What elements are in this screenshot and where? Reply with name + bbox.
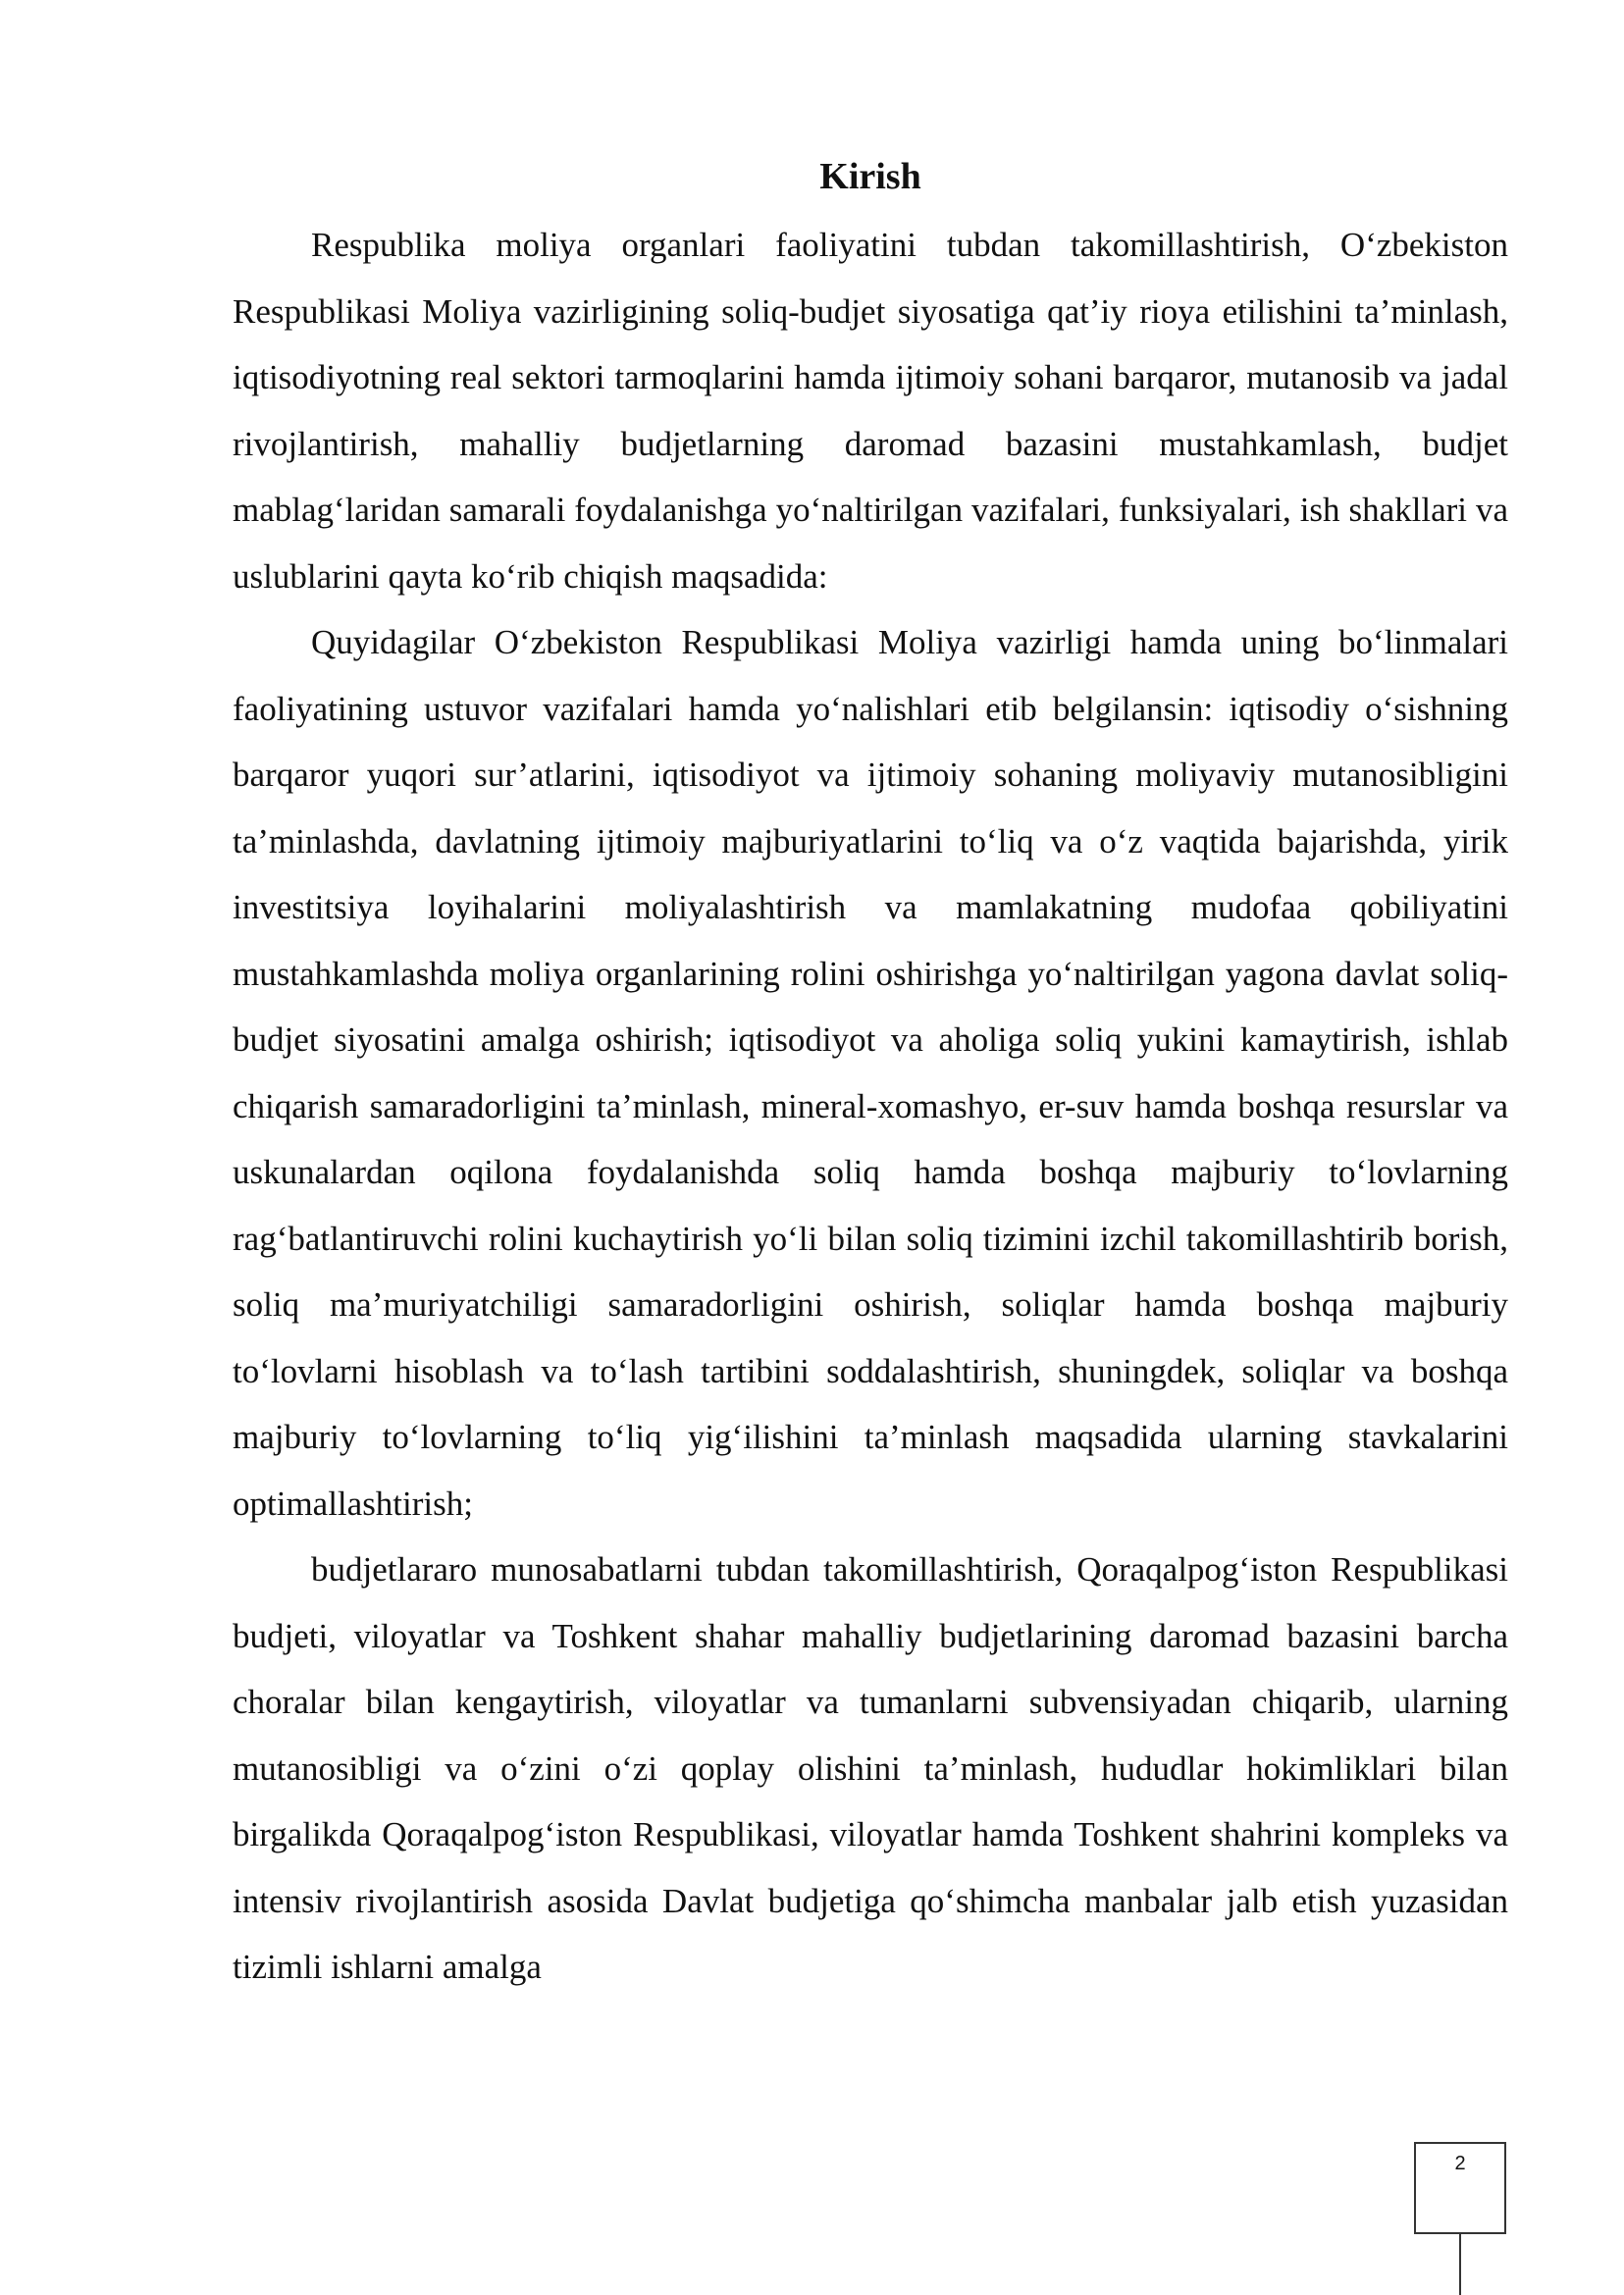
document-body: [233, 212, 1508, 2001]
page-number: 2: [1454, 2153, 1466, 2174]
page-number-divider: [1459, 2234, 1461, 2295]
page-number-box: [1414, 2142, 1506, 2234]
paragraph-intro: Respublika moliya organlari faoliyatini tubdan takomillashtirish, O‘zbekiston Respublikasi Moliya vazirligining soliq-budjet siyosatiga qat’iy rioya etilishini ta’minlash, iqtisodiyotning real sektori tarmoqlarini hamda ijtimoiy sohani barqaror, mutanosib va jadal rivojlantirish, mahalliy budjetlarning daromad bazasini mustahkamlash, budjet mablag‘laridan samarali foydalanishga yo‘naltirilgan vazifalari, funksiyalari, ish shakllari va uslublarini qayta ko‘rib chiqish maqsadida:: [233, 226, 1508, 596]
paragraph-priorities: Quyidagilar O‘zbekiston Respublikasi Moliya vazirligi hamda uning bo‘linmalari faoliyatining ustuvor vazifalari hamda yo‘nalishlari etib belgilansin: iqtisodiy o‘sishning barqaror yuqori sur’atlarini, iqtisodiyot va ijtimoiy sohaning moliyaviy mutanosibligini ta’minlashda, davlatning ijtimoiy majburiyatlarini to‘liq va o‘z vaqtida bajarishda, yirik investitsiya loyihalarini moliyalashtirish va mamlakatning mudofaa qobiliyatini mustahkamlashda moliya organlarining rolini oshirishga yo‘naltirilgan yagona davlat soliq-budjet siyosatini amalga oshirish; iqtisodiyot va aholiga soliq yukini kamaytirish, ishlab chiqarish samaradorligini ta’minlash, mineral-xomashyo, er-suv hamda boshqa resurslar va uskunalardan oqilona foydalanishda soliq hamda boshqa majburiy to‘lovlarning rag‘batlantiruvchi rolini kuchaytirish yo‘li bilan soliq tizimini izchil takomillashtirib borish, soliq ma’muriyatchiligi samaradorligini oshirish, soliqlar hamda boshqa majburiy to‘lovlarni hisoblash va to‘lash tartibini soddalashtirish, shuningdek, soliqlar va boshqa majburiy to‘lovlarning to‘liq yig‘ilishini ta’minlash maqsadida ularning stavkalarini optimallashtirish;: [233, 623, 1508, 1523]
paragraph-interbudget: budjetlararo munosabatlarni tubdan takomillashtirish, Qoraqalpog‘iston Respublikasi budjeti, viloyatlar va Toshkent shahar mahalliy budjetlarining daromad bazasini barcha choralar bilan kengaytirish, viloyatlar va tumanlarni subvensiyadan chiqarib, ularning mutanosibligi va o‘zini o‘zi qoplay olishini ta’minlash, hududlar hokimliklari bilan birgalikda Qoraqalpog‘iston Respublikasi, viloyatlar hamda Toshkent shahrini kompleks va intensiv rivojlantirish asosida Davlat budjetiga qo‘shimcha manbalar jalb etish yuzasidan tizimli ishlarni amalga: [233, 1550, 1508, 1986]
page-title: Kirish: [819, 156, 921, 197]
title-container: [233, 147, 1508, 206]
